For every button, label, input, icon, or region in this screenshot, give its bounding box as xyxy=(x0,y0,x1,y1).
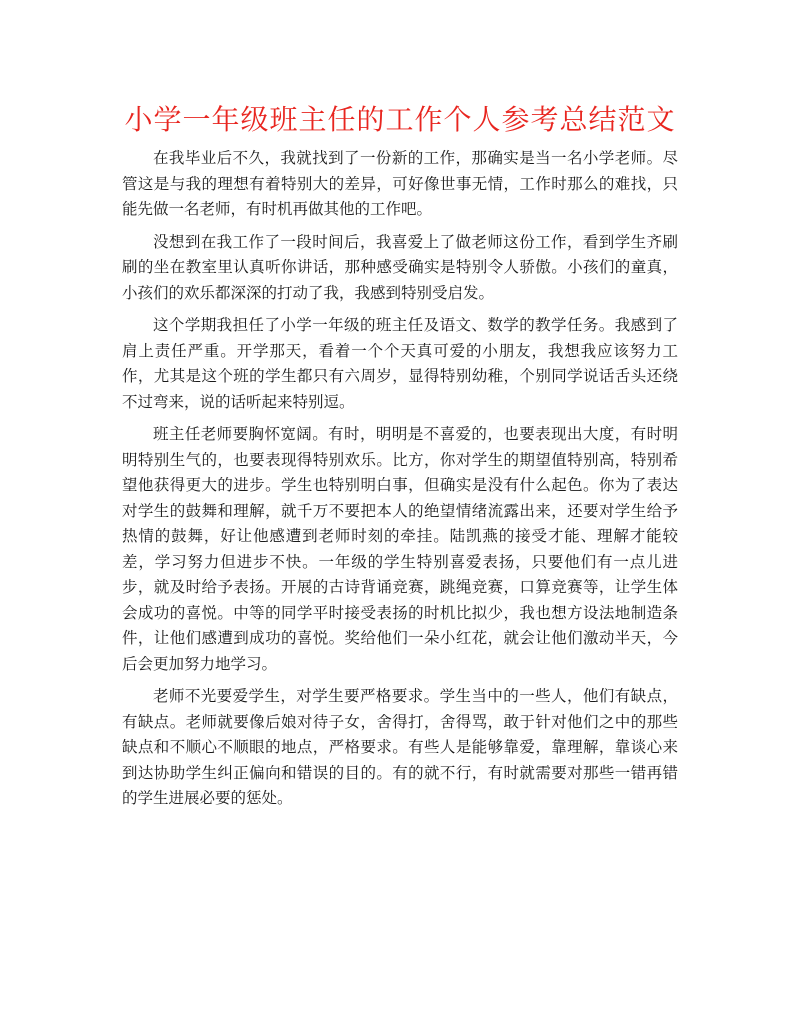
paragraph-1: 在我毕业后不久，我就找到了一份新的工作，那确实是当一名小学老师。尽管这是与我的理想有着特别大的差异，可好像世事无情，工作时那么的难找，只能先做一名老师，有时机再做其他的工作吧。 xyxy=(122,149,678,218)
paragraph-2: 没想到在我工作了一段时间后，我喜爱上了做老师这份工作，看到学生齐刷刷的坐在教室里认真听你讲话，那种感受确实是特别令人骄傲。小孩们的童真，小孩们的欢乐都深深的打动了我，我感到特别受启发。 xyxy=(122,232,678,302)
paragraph-4: 班主任老师要胸怀宽阔。有时，明明是不喜爱的，也要表现出大度，有时明明特别生气的，也要表现得特别欢乐。比方，你对学生的期望值特别高，特别希望他获得更大的进步。学生也特别明白事，但确实是没有什么起色。你为了表达对学生的鼓舞和理解，就千万不要把本人的绝望情绪流露出来，还要对学生给予热情的鼓舞，好让他感遭到老师时刻的牵挂。陆凯燕的接受才能、理解才能较差，学习努力但进步不快。一年级的学生特别喜爱表扬，只要他们有一点儿进步，就及时给予表扬。开展的古诗背诵竞赛，跳绳竞赛，口算竞赛等，让学生体会成功的喜悦。中等的同学平时接受表扬的时机比拟少，我也想方设法地制造条件，让他们感遭到成功的喜悦。奖给他们一朵小红花，就会让他们激动半天，今后会更加努力地学习。 xyxy=(122,425,678,673)
paragraph-3: 这个学期我担任了小学一年级的班主任及语文、数学的教学任务。我感到了肩上责任严重。开学那天，看着一个个天真可爱的小朋友，我想我应该努力工作，尤其是这个班的学生都只有六周岁，显得特别幼稚，个别同学说话舌头还绕不过弯来，说的话听起来特别逗。 xyxy=(122,316,678,411)
document-body xyxy=(122,146,678,819)
paragraph-5: 老师不光要爱学生，对学生要严格要求。学生当中的一些人，他们有缺点，有缺点。老师就要像后娘对待子女，舍得打，舍得骂，敢于针对他们之中的那些缺点和不顺心不顺眼的地点，严格要求。有些人是能够靠爱，靠理解，靠谈心来到达协助学生纠正偏向和错误的目的。有的就不行，有时就需要对那些一错再错的学生进展必要的惩处。 xyxy=(122,687,678,807)
document-title: 小学一年级班主任的工作个人参考总结范文 xyxy=(124,103,676,136)
